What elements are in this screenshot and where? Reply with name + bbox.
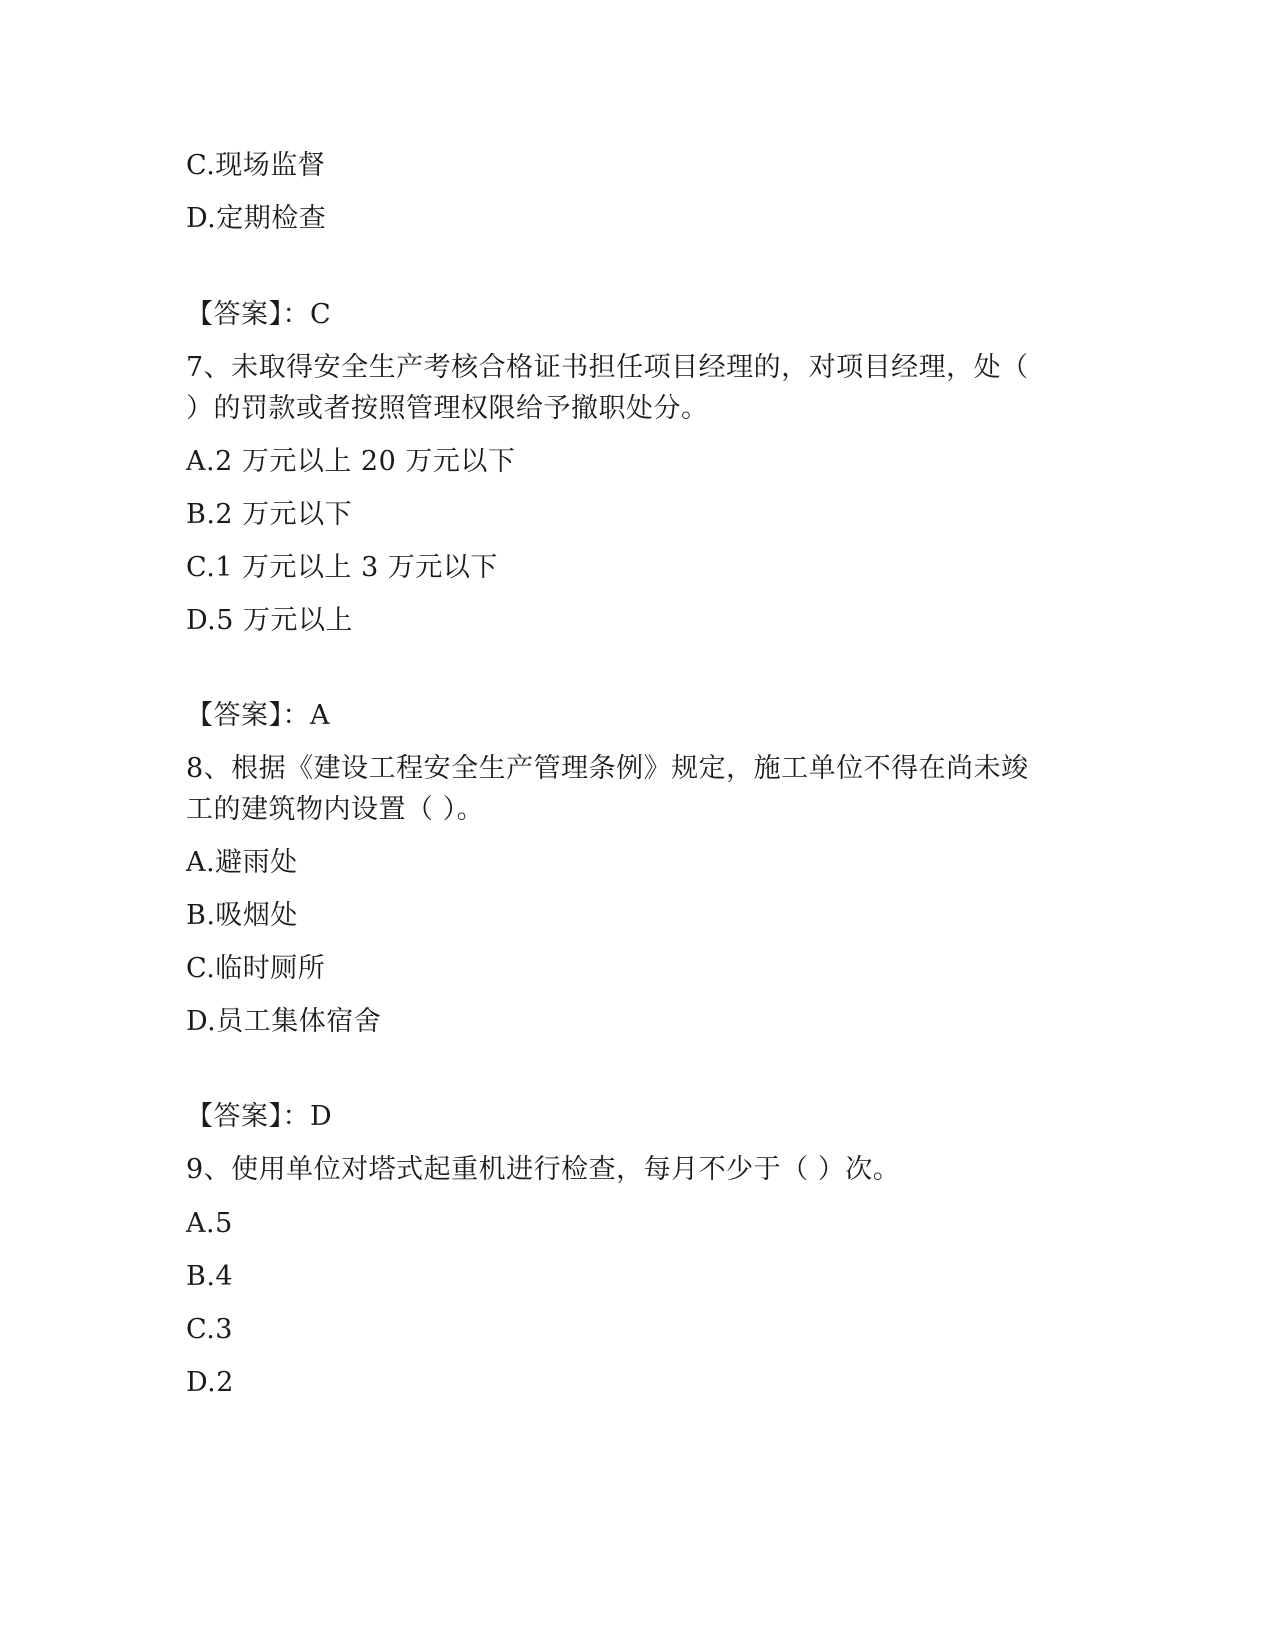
question-8-answer: 【答案】：D: [186, 1101, 333, 1132]
question-8-option-a: A.避雨处: [186, 847, 298, 878]
question-7-option-b: B.2 万元以下: [186, 499, 353, 530]
option-d: D.定期检查: [186, 203, 327, 234]
question-7-answer: 【答案】：A: [186, 700, 330, 731]
question-8-stem-line-1: 8、根据《建设工程安全生产管理条例》规定，施工单位不得在尚未竣: [186, 753, 1029, 784]
question-7-stem-line-2: ）的罚款或者按照管理权限给予撤职处分。: [186, 393, 709, 424]
question-9-option-b: B.4: [186, 1261, 234, 1292]
question-7-option-c: C.1 万元以上 3 万元以下: [186, 552, 498, 583]
question-7-stem-line-1: 7、未取得安全生产考核合格证书担任项目经理的，对项目经理，处（: [186, 352, 1029, 383]
question-9-option-d: D.2: [186, 1367, 234, 1398]
question-9-option-a: A.5: [186, 1208, 233, 1239]
question-8-stem-line-2: 工的建筑物内设置（ ）。: [186, 794, 485, 825]
question-8-option-b: B.吸烟处: [186, 900, 298, 931]
option-c: C.现场监督: [186, 150, 326, 181]
question-9-stem-line-1: 9、使用单位对塔式起重机进行检查，每月不少于（ ）次。: [186, 1154, 901, 1185]
answer-line: 【答案】：C: [186, 299, 332, 330]
question-8-option-d: D.员工集体宿舍: [186, 1006, 382, 1037]
question-7-option-d: D.5 万元以上: [186, 605, 354, 636]
question-8-option-c: C.临时厕所: [186, 953, 326, 984]
question-7-option-a: A.2 万元以上 20 万元以下: [186, 446, 516, 477]
question-9-option-c: C.3: [186, 1314, 233, 1345]
